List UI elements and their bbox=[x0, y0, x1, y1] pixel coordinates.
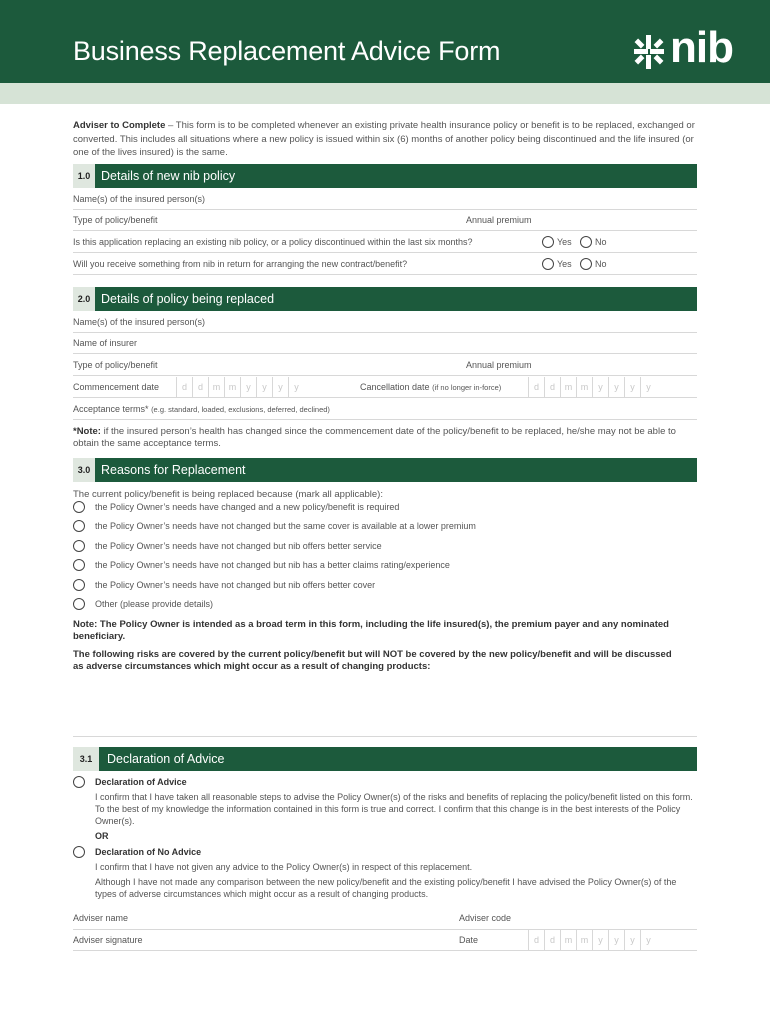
risks-note: The following risks are covered by the current policy/benefit but will NOT be covered by the new policy/benefit and will be discussed as adverse circumstances which might occur as a result of changing products: bbox=[73, 649, 672, 672]
question-label: Will you receive something from nib in return for arranging the new contract/benefit? bbox=[73, 259, 408, 269]
radio-icon[interactable] bbox=[580, 258, 592, 270]
field-label: Name(s) of the insured person(s) bbox=[73, 317, 206, 327]
section-number: 3.1 bbox=[73, 747, 99, 771]
field-label: Type of policy/benefit bbox=[73, 215, 158, 225]
adviser-date-input[interactable]: d d m m y y y y bbox=[528, 930, 656, 951]
radio-icon[interactable] bbox=[580, 236, 592, 248]
reasons-intro: The current policy/benefit is being replaced because (mark all applicable): bbox=[73, 489, 383, 500]
intro-lead: Adviser to Complete bbox=[73, 120, 166, 131]
adviser-name-label: Adviser name bbox=[73, 913, 129, 923]
field-label: Type of policy/benefit bbox=[73, 360, 158, 370]
yes-option[interactable]: Yes bbox=[542, 232, 572, 253]
option-text: I confirm that I have not given any advice to the Policy Owner(s) in respect of this replacement. bbox=[95, 862, 473, 872]
declaration-advice-block bbox=[95, 776, 695, 842]
adviser-signature-row bbox=[73, 930, 697, 951]
radio-icon[interactable] bbox=[73, 501, 85, 513]
section-number: 1.0 bbox=[73, 164, 95, 188]
replaced-policy-type-field[interactable] bbox=[73, 355, 697, 376]
section-2-header bbox=[73, 287, 697, 311]
adviser-name-row bbox=[73, 908, 697, 930]
replaced-insured-names-field[interactable] bbox=[73, 312, 697, 333]
dates-row bbox=[73, 377, 697, 398]
no-option[interactable]: No bbox=[580, 232, 607, 253]
adviser-code-label: Adviser code bbox=[459, 913, 512, 923]
or-label: OR bbox=[95, 831, 109, 841]
header-bar bbox=[0, 0, 770, 83]
yes-option[interactable]: Yes bbox=[542, 254, 572, 275]
section-3-header bbox=[73, 458, 697, 482]
intro-paragraph bbox=[73, 119, 698, 160]
option-title: Declaration of No Advice bbox=[95, 847, 202, 857]
radio-icon[interactable] bbox=[542, 258, 554, 270]
radio-icon[interactable] bbox=[73, 540, 85, 552]
option-text: I confirm that I have taken all reasonable steps to advise the Policy Owner(s) of the risks and benefits of replacing the policy/benefit listed on this form. To the best of my knowledge the information contained in this form is true and correct. I confirm that this change is in the best interests of the Policy Owner(s). bbox=[95, 792, 693, 826]
declaration-advice-radio[interactable] bbox=[73, 776, 85, 788]
section-3-1-header bbox=[73, 747, 697, 771]
field-label: Name(s) of the insured person(s) bbox=[73, 194, 206, 204]
section-1-header bbox=[73, 164, 697, 188]
adviser-signature-label: Adviser signature bbox=[73, 935, 143, 945]
radio-icon[interactable] bbox=[73, 598, 85, 610]
page-title: Business Replacement Advice Form bbox=[73, 36, 501, 66]
risks-details-area[interactable] bbox=[73, 675, 697, 737]
health-change-note: *Note: if the insured person’s health has changed since the commencement date of the policy/benefit to be replaced, he/she may not be able to obtain the same acceptance terms. bbox=[73, 426, 676, 449]
section-title: Details of policy being replaced bbox=[101, 292, 275, 306]
section-number: 2.0 bbox=[73, 287, 95, 311]
section-title: Declaration of Advice bbox=[107, 752, 225, 766]
field-label: Annual premium bbox=[466, 215, 532, 225]
header-stripe bbox=[0, 83, 770, 104]
logo-wordmark: nib bbox=[670, 23, 733, 72]
field-label: Commencement date bbox=[73, 382, 160, 392]
commencement-date-input[interactable]: d d m m y y y y bbox=[176, 377, 304, 398]
field-label: Acceptance terms* (e.g. standard, loaded, exclusions, deferred, declined) bbox=[73, 404, 330, 414]
declaration-no-advice-block bbox=[95, 846, 695, 900]
option-text: Although I have not made any comparison between the new policy/benefit and the existing policy/benefit I have advised the Policy Owner(s) of the types of adverse circumstances which might occur as a result of changing products. bbox=[95, 877, 677, 899]
field-label: Annual premium bbox=[466, 360, 532, 370]
new-policy-type-field[interactable] bbox=[73, 210, 697, 231]
no-option[interactable]: No bbox=[580, 254, 607, 275]
radio-icon[interactable] bbox=[73, 559, 85, 571]
section-number: 3.0 bbox=[73, 458, 95, 482]
acceptance-terms-field[interactable] bbox=[73, 399, 697, 420]
cancellation-date-input[interactable]: d d m m y y y y bbox=[528, 377, 656, 398]
declaration-no-advice-radio[interactable] bbox=[73, 846, 85, 858]
radio-icon[interactable] bbox=[73, 579, 85, 591]
policy-owner-note: Note: The Policy Owner is intended as a broad term in this form, including the life insured(s), the premium payer and any nominated beneficiary. bbox=[73, 619, 669, 642]
new-insured-names-field[interactable] bbox=[73, 189, 697, 210]
section-title: Reasons for Replacement bbox=[101, 463, 246, 477]
radio-icon[interactable] bbox=[542, 236, 554, 248]
intro-text: – This form is to be completed whenever an existing private health insurance policy or benefit is to be replaced, exchanged or converted. This includes all situations where a new policy is issued within six (6) months of another policy being discontinued and the life insured (or one of the lives insured) is the same. bbox=[73, 120, 695, 158]
radio-icon[interactable] bbox=[73, 520, 85, 532]
option-title: Declaration of Advice bbox=[95, 777, 187, 787]
insurer-name-field[interactable] bbox=[73, 333, 697, 354]
date-label: Date bbox=[459, 935, 479, 945]
question-label: Is this application replacing an existing nib policy, or a policy discontinued within the last six months? bbox=[73, 237, 473, 247]
field-label: Cancellation date (if no longer in-force) bbox=[360, 382, 502, 392]
section-title: Details of new nib policy bbox=[101, 169, 236, 183]
field-label: Name of insurer bbox=[73, 338, 138, 348]
replacing-question-row bbox=[73, 232, 697, 253]
incentive-question-row bbox=[73, 254, 697, 275]
